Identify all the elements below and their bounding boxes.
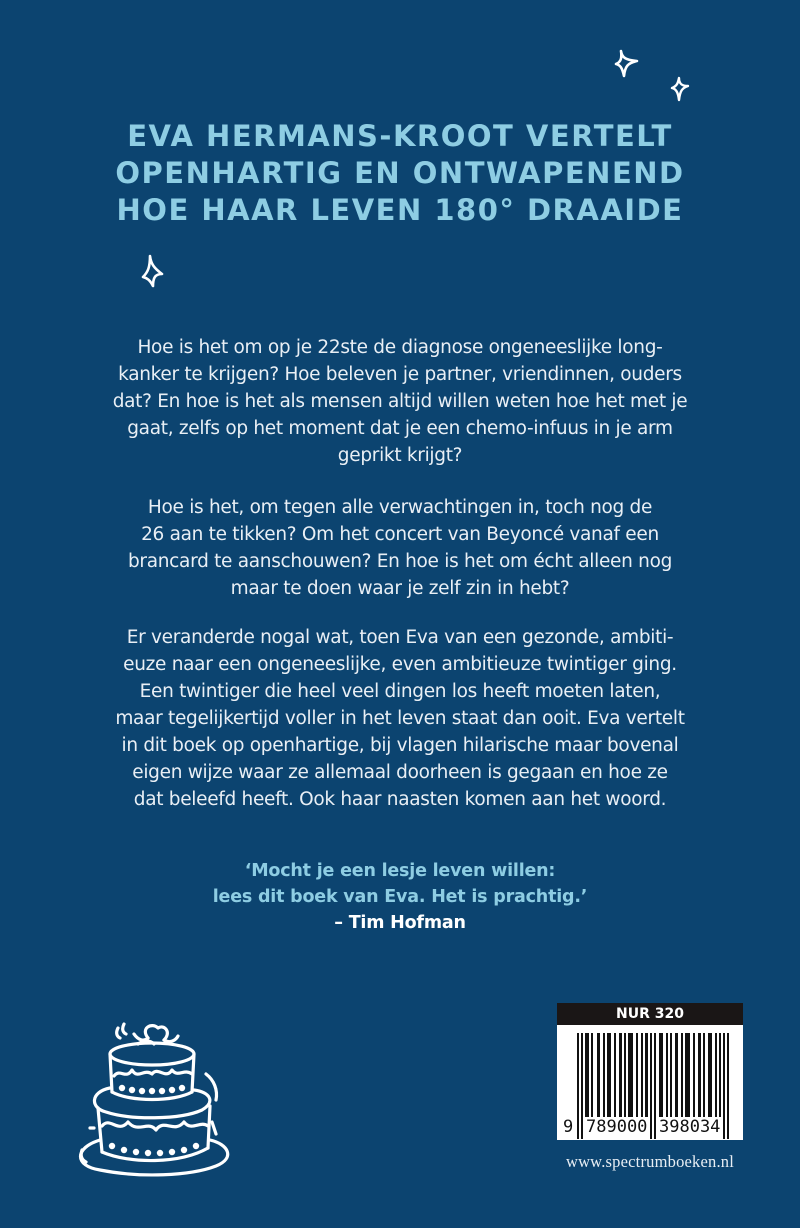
blurb-line: eigen wijze waar ze allemaal doorheen is gegaan en hoe ze bbox=[132, 762, 668, 783]
sparkle-icon bbox=[140, 254, 166, 288]
blurb-line: dat? En hoe is het als mensen altijd willen weten hoe het met je bbox=[112, 391, 688, 412]
quote-author: – Tim Hofman bbox=[334, 913, 466, 933]
headline-line: OPENHARTIG EN ONTWAPENEND bbox=[115, 156, 685, 190]
blurb-line: in dit boek op openhartige, bij vlagen hilarische maar bovenal bbox=[121, 735, 679, 756]
blurb-line: euze naar een ongeneeslijke, even ambitieuze twintiger ging. bbox=[123, 654, 677, 675]
blurb-line: brancard te aanschouwen? En hoe is het om écht alleen nog bbox=[127, 551, 673, 572]
blurb-line: Een twintiger die heel veel dingen los heeft moeten laten, bbox=[139, 681, 661, 702]
blurb-line: Hoe is het om op je 22ste de diagnose ongeneeslijke long- bbox=[137, 337, 663, 358]
blurb-line: geprikt krijgt? bbox=[337, 445, 463, 466]
sparkle-icon bbox=[669, 76, 691, 102]
blurb-line: dat beleefd heeft. Ook haar naasten komen aan het woord. bbox=[133, 789, 667, 810]
sparkle-icon bbox=[613, 48, 641, 78]
publisher-website: www.spectrumboeken.nl bbox=[565, 1152, 735, 1171]
isbn-left-group: 789000 bbox=[586, 1117, 648, 1137]
blurb-paragraph-1 bbox=[100, 334, 700, 469]
headline bbox=[0, 118, 800, 229]
blurb-line: kanker te krijgen? Hoe beleven je partner, vriendinnen, ouders bbox=[118, 364, 682, 385]
blurb-paragraph-3 bbox=[100, 624, 700, 813]
barcode bbox=[557, 1003, 743, 1140]
blurb-line: Hoe is het, om tegen alle verwachtingen in, toch nog de bbox=[147, 497, 653, 518]
blurb-line: maar tegelijkertijd voller in het leven staat dan ooit. Eva vertelt bbox=[115, 708, 685, 729]
isbn-right-group: 398034 bbox=[659, 1117, 721, 1137]
quote-line: ‘Mocht je een lesje leven willen: bbox=[244, 861, 556, 881]
headline-line: EVA HERMANS-KROOT VERTELT bbox=[127, 119, 673, 153]
headline-line: HOE HAAR LEVEN 180° DRAAIDE bbox=[116, 193, 684, 227]
blurb-line: Er veranderde nogal wat, toen Eva van een gezonde, ambiti- bbox=[126, 627, 674, 648]
blurb-line: 26 aan te tikken? Om het concert van Beyoncé vanaf een bbox=[141, 524, 659, 545]
blurb-line: maar te doen waar je zelf zin in hebt? bbox=[230, 578, 570, 599]
cake-icon bbox=[60, 1010, 240, 1180]
blurb-line: gaat, zelfs op het moment dat je een chemo-infuus in je arm bbox=[127, 418, 673, 439]
isbn-number bbox=[557, 1117, 743, 1137]
endorsement-quote bbox=[0, 858, 800, 936]
blurb-paragraph-2 bbox=[100, 494, 700, 602]
nur-code: NUR 320 bbox=[557, 1003, 743, 1025]
quote-line: lees dit boek van Eva. Het is prachtig.’ bbox=[212, 887, 588, 907]
isbn-prefix-digit: 9 bbox=[563, 1117, 574, 1137]
